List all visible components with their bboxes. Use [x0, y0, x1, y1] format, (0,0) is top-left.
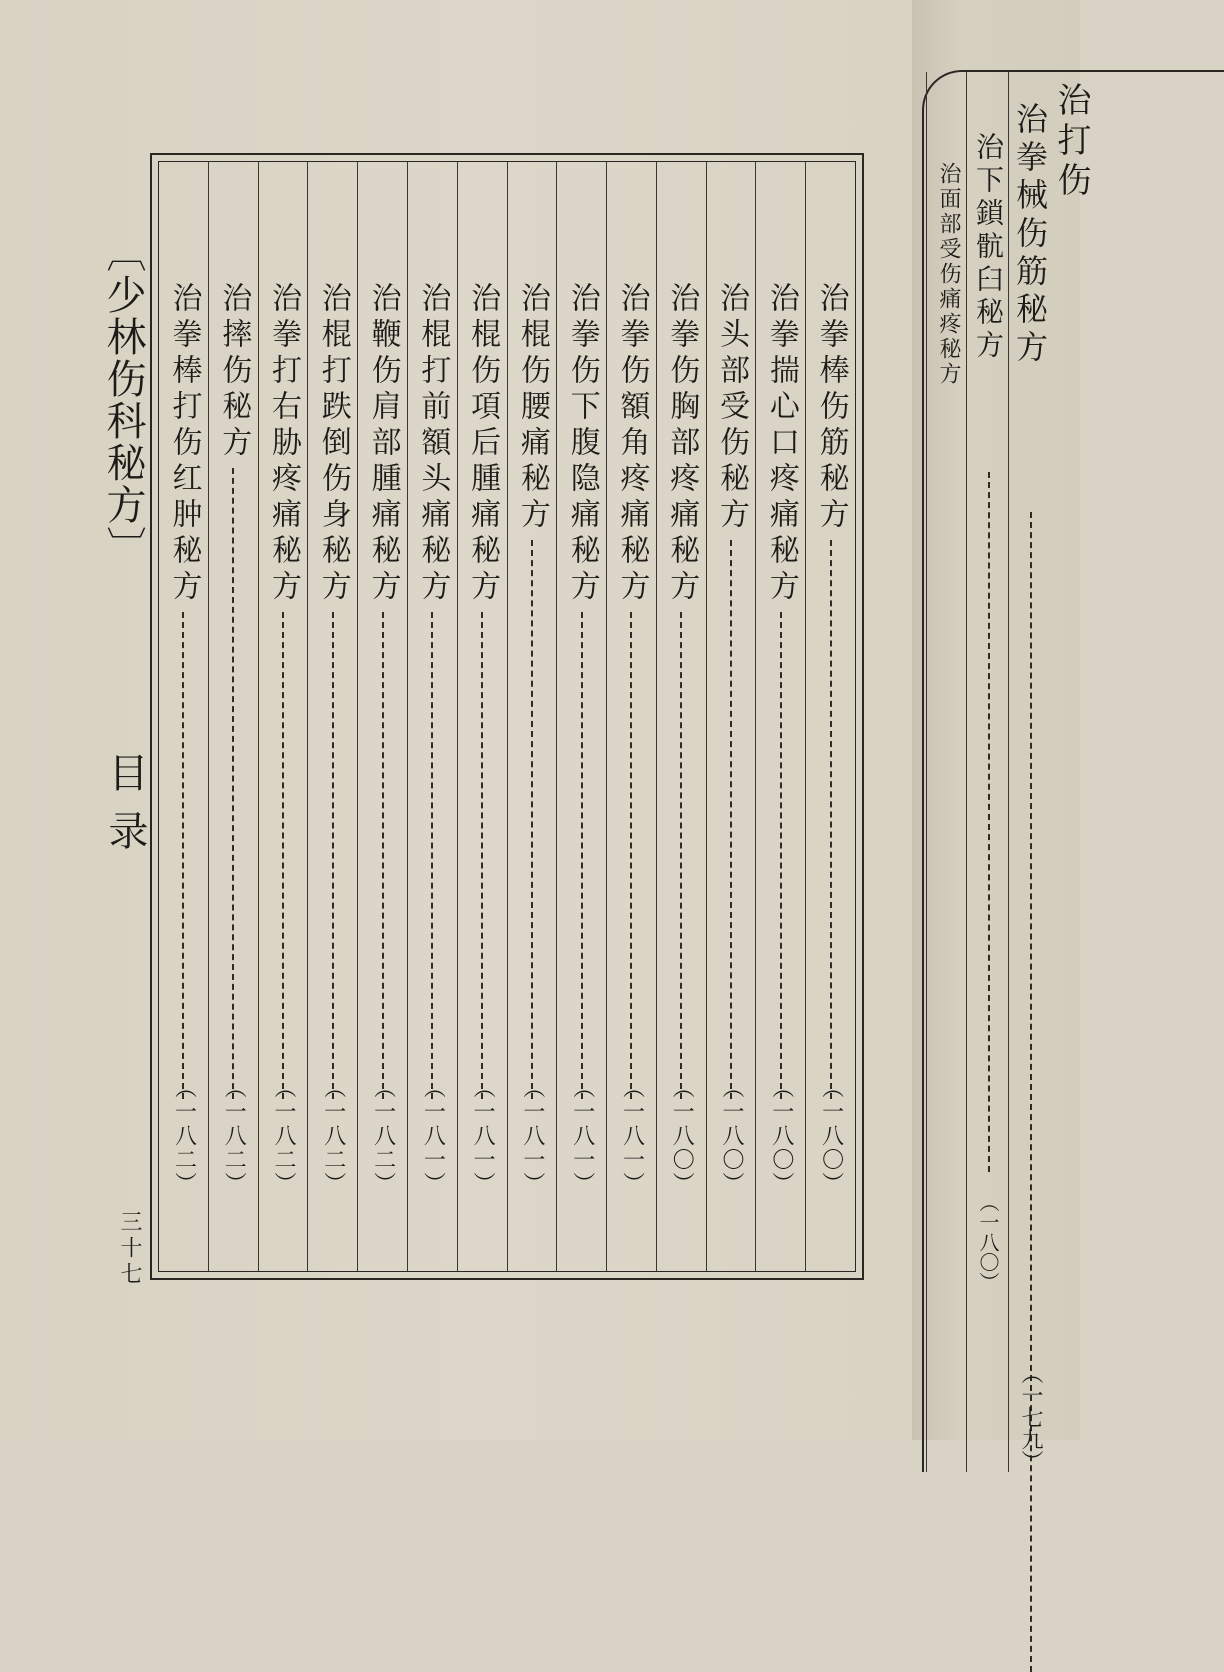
dotted-leader	[581, 612, 583, 1099]
section-title: 目录	[102, 752, 148, 868]
toc-entry[interactable]	[756, 162, 806, 1271]
entry-page: （一八一）	[420, 1076, 446, 1196]
entry-title: 治拳揣心口疼痛秘方	[763, 282, 799, 606]
entry-title: 治拳伤下腹隐痛秘方	[564, 282, 600, 606]
facing-entry-title: 治面部受伤痛疼秘方	[936, 162, 961, 387]
running-title: 〔少林伤科秘方〕	[100, 232, 146, 568]
entry-title: 治摔伤秘方	[216, 282, 252, 462]
dotted-leader	[232, 468, 234, 1099]
dotted-leader	[730, 540, 732, 1099]
facing-entry	[966, 72, 1009, 1472]
entry-title: 治棍伤項后腫痛秘方	[465, 282, 501, 606]
toc-entry[interactable]	[607, 162, 657, 1271]
facing-entry	[1050, 72, 1092, 1472]
entry-page: （一八一）	[619, 1076, 645, 1196]
dotted-leader	[680, 612, 682, 1099]
facing-entry-title: 治拳械伤筋秘方	[1011, 102, 1049, 368]
page-number: 三十七	[117, 1210, 142, 1288]
entry-title: 治棍打跌倒伤身秘方	[315, 282, 351, 606]
facing-entry-page: （一八〇）	[976, 1192, 1000, 1292]
entry-page: （一八二）	[320, 1076, 346, 1196]
toc-entry[interactable]	[358, 162, 408, 1271]
toc-entry[interactable]	[259, 162, 309, 1271]
toc-entry[interactable]	[508, 162, 558, 1271]
dotted-leader	[630, 612, 632, 1099]
entry-page: （一八〇）	[669, 1076, 695, 1196]
toc-entry[interactable]	[707, 162, 757, 1271]
toc-entry[interactable]	[657, 162, 707, 1271]
entry-page: （一八〇）	[818, 1076, 844, 1196]
entry-page: （一八二）	[171, 1076, 197, 1196]
dotted-leader	[1030, 512, 1032, 1672]
dotted-leader	[382, 612, 384, 1099]
dotted-leader	[780, 612, 782, 1099]
facing-page	[912, 0, 1091, 1472]
toc-entry[interactable]	[806, 162, 855, 1271]
entry-page: （一八〇）	[719, 1076, 745, 1196]
entry-page: （一八〇）	[768, 1076, 794, 1196]
entry-title: 治拳棒打伤红肿秘方	[166, 282, 202, 606]
entry-title: 治头部受伤秘方	[714, 282, 750, 534]
toc-entry[interactable]	[458, 162, 508, 1271]
dotted-leader	[431, 612, 433, 1099]
dotted-leader	[182, 612, 184, 1099]
facing-entry	[926, 72, 969, 1472]
toc-entry[interactable]	[408, 162, 458, 1271]
entry-title: 治拳棒伤筋秘方	[813, 282, 849, 534]
dotted-leader	[531, 540, 533, 1099]
entry-page: （一八一）	[519, 1076, 545, 1196]
toc-entry[interactable]	[308, 162, 358, 1271]
facing-entry-title: 治下鎖骯臼秘方	[972, 132, 1005, 363]
dotted-leader	[481, 612, 483, 1099]
entry-title: 治拳打右胁疼痛秘方	[266, 282, 302, 606]
entry-title: 治棍伤腰痛秘方	[514, 282, 550, 534]
toc-entry[interactable]	[159, 162, 209, 1271]
entry-title: 治拳伤胸部疼痛秘方	[664, 282, 700, 606]
facing-entry	[1008, 72, 1051, 1472]
entry-page: （一八一）	[569, 1076, 595, 1196]
entry-title: 治鞭伤肩部腫痛秘方	[365, 282, 401, 606]
dotted-leader	[988, 472, 990, 1172]
entry-title: 治拳伤額角疼痛秘方	[614, 282, 650, 606]
toc-frame	[150, 153, 864, 1280]
entry-page: （一八二）	[370, 1076, 396, 1196]
toc-entry[interactable]	[209, 162, 259, 1271]
facing-entry-page: （一七九）	[1018, 1362, 1043, 1472]
facing-frame	[922, 70, 1224, 1472]
entry-page: （一八二）	[271, 1076, 297, 1196]
entry-page: （一八二）	[221, 1076, 247, 1196]
toc-entry[interactable]	[557, 162, 607, 1271]
dotted-leader	[830, 540, 832, 1099]
dotted-leader	[282, 612, 284, 1099]
entry-title: 治棍打前額头痛秘方	[415, 282, 451, 606]
dotted-leader	[332, 612, 334, 1099]
facing-entry-title: 治打伤	[1051, 82, 1091, 202]
entry-page: （一八一）	[470, 1076, 496, 1196]
toc-table	[158, 161, 856, 1272]
